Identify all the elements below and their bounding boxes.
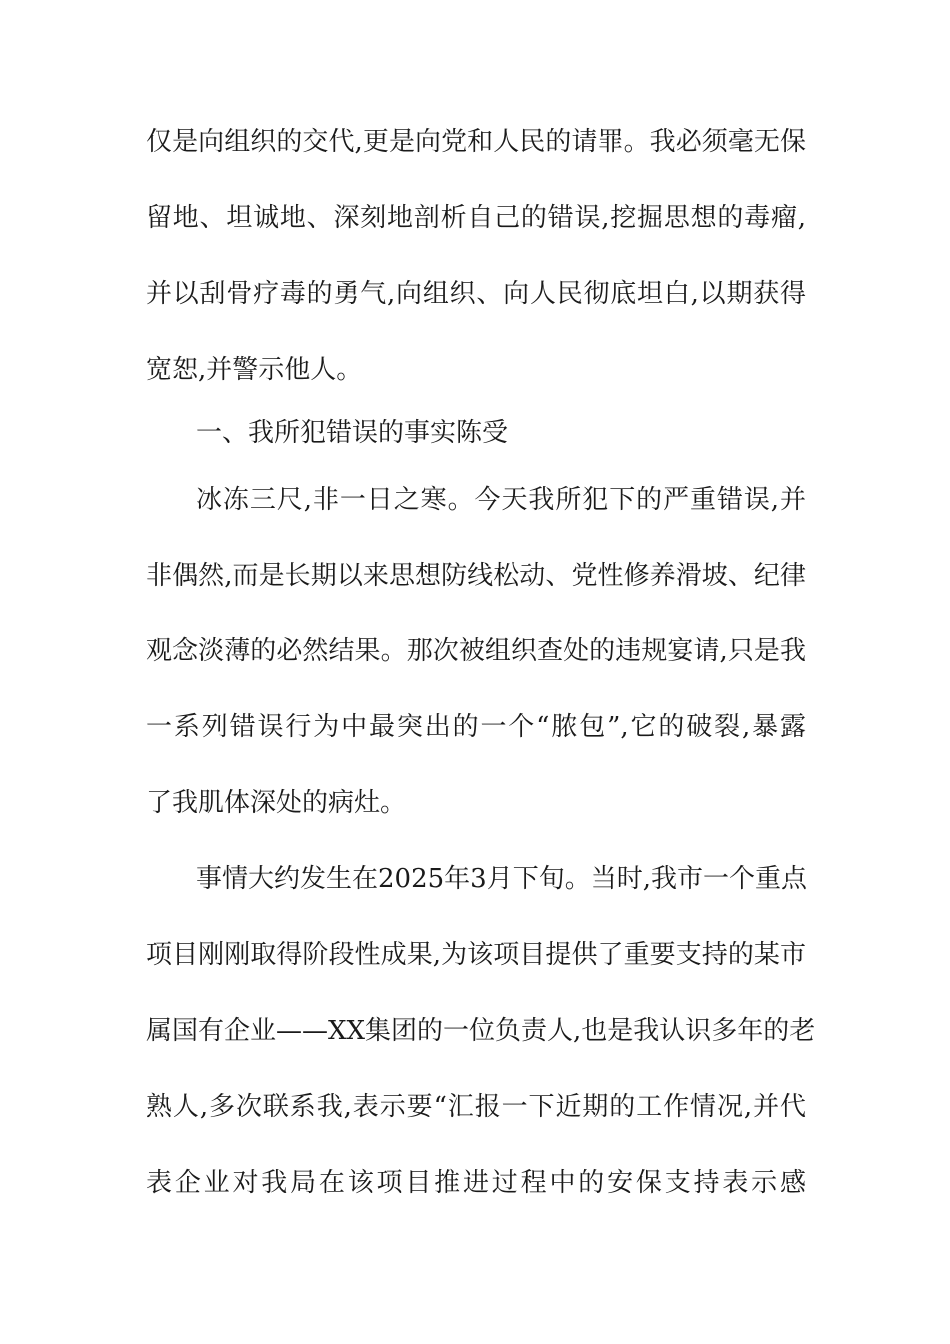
paragraph-line: 观念淡薄的必然结果。那次被组织查处的违规宴请,只是我 (146, 636, 806, 666)
paragraph-line: 属国有企业——XX集团的一位负责人,也是我认识多年的老 (146, 1016, 816, 1046)
paragraph-line: 非偶然,而是长期以来思想防线松动、党性修养滑坡、纪律 (146, 561, 806, 591)
paragraph-line: 了我肌体深处的病灶。 (146, 788, 407, 818)
paragraph-line: 一系列错误行为中最突出的一个“脓包”,它的破裂,暴露 (146, 712, 806, 742)
paragraph-line: 事情大约发生在2025年3月下旬。当时,我市一个重点 (196, 864, 807, 894)
paragraph-line: 并以刮骨疗毒的勇气,向组织、向人民彻底坦白,以期获得 (146, 279, 806, 309)
paragraph-line: 冰冻三尺,非一日之寒。今天我所犯下的严重错误,并 (196, 485, 806, 515)
paragraph-line: 熟人,多次联系我,表示要“汇报一下近期的工作情况,并代 (146, 1092, 806, 1122)
section-heading: 一、我所犯错误的事实陈受 (196, 418, 509, 448)
paragraph-line: 宽恕,并警示他人。 (146, 355, 363, 385)
paragraph-line: 项目刚刚取得阶段性成果,为该项目提供了重要支持的某市 (146, 940, 806, 970)
paragraph-line: 仅是向组织的交代,更是向党和人民的请罪。我必须毫无保 (146, 127, 806, 157)
paragraph-line: 表企业对我局在该项目推进过程中的安保支持表示感 (146, 1168, 806, 1198)
paragraph-line: 留地、坦诚地、深刻地剖析自己的错误,挖掘思想的毒瘤, (146, 203, 806, 233)
